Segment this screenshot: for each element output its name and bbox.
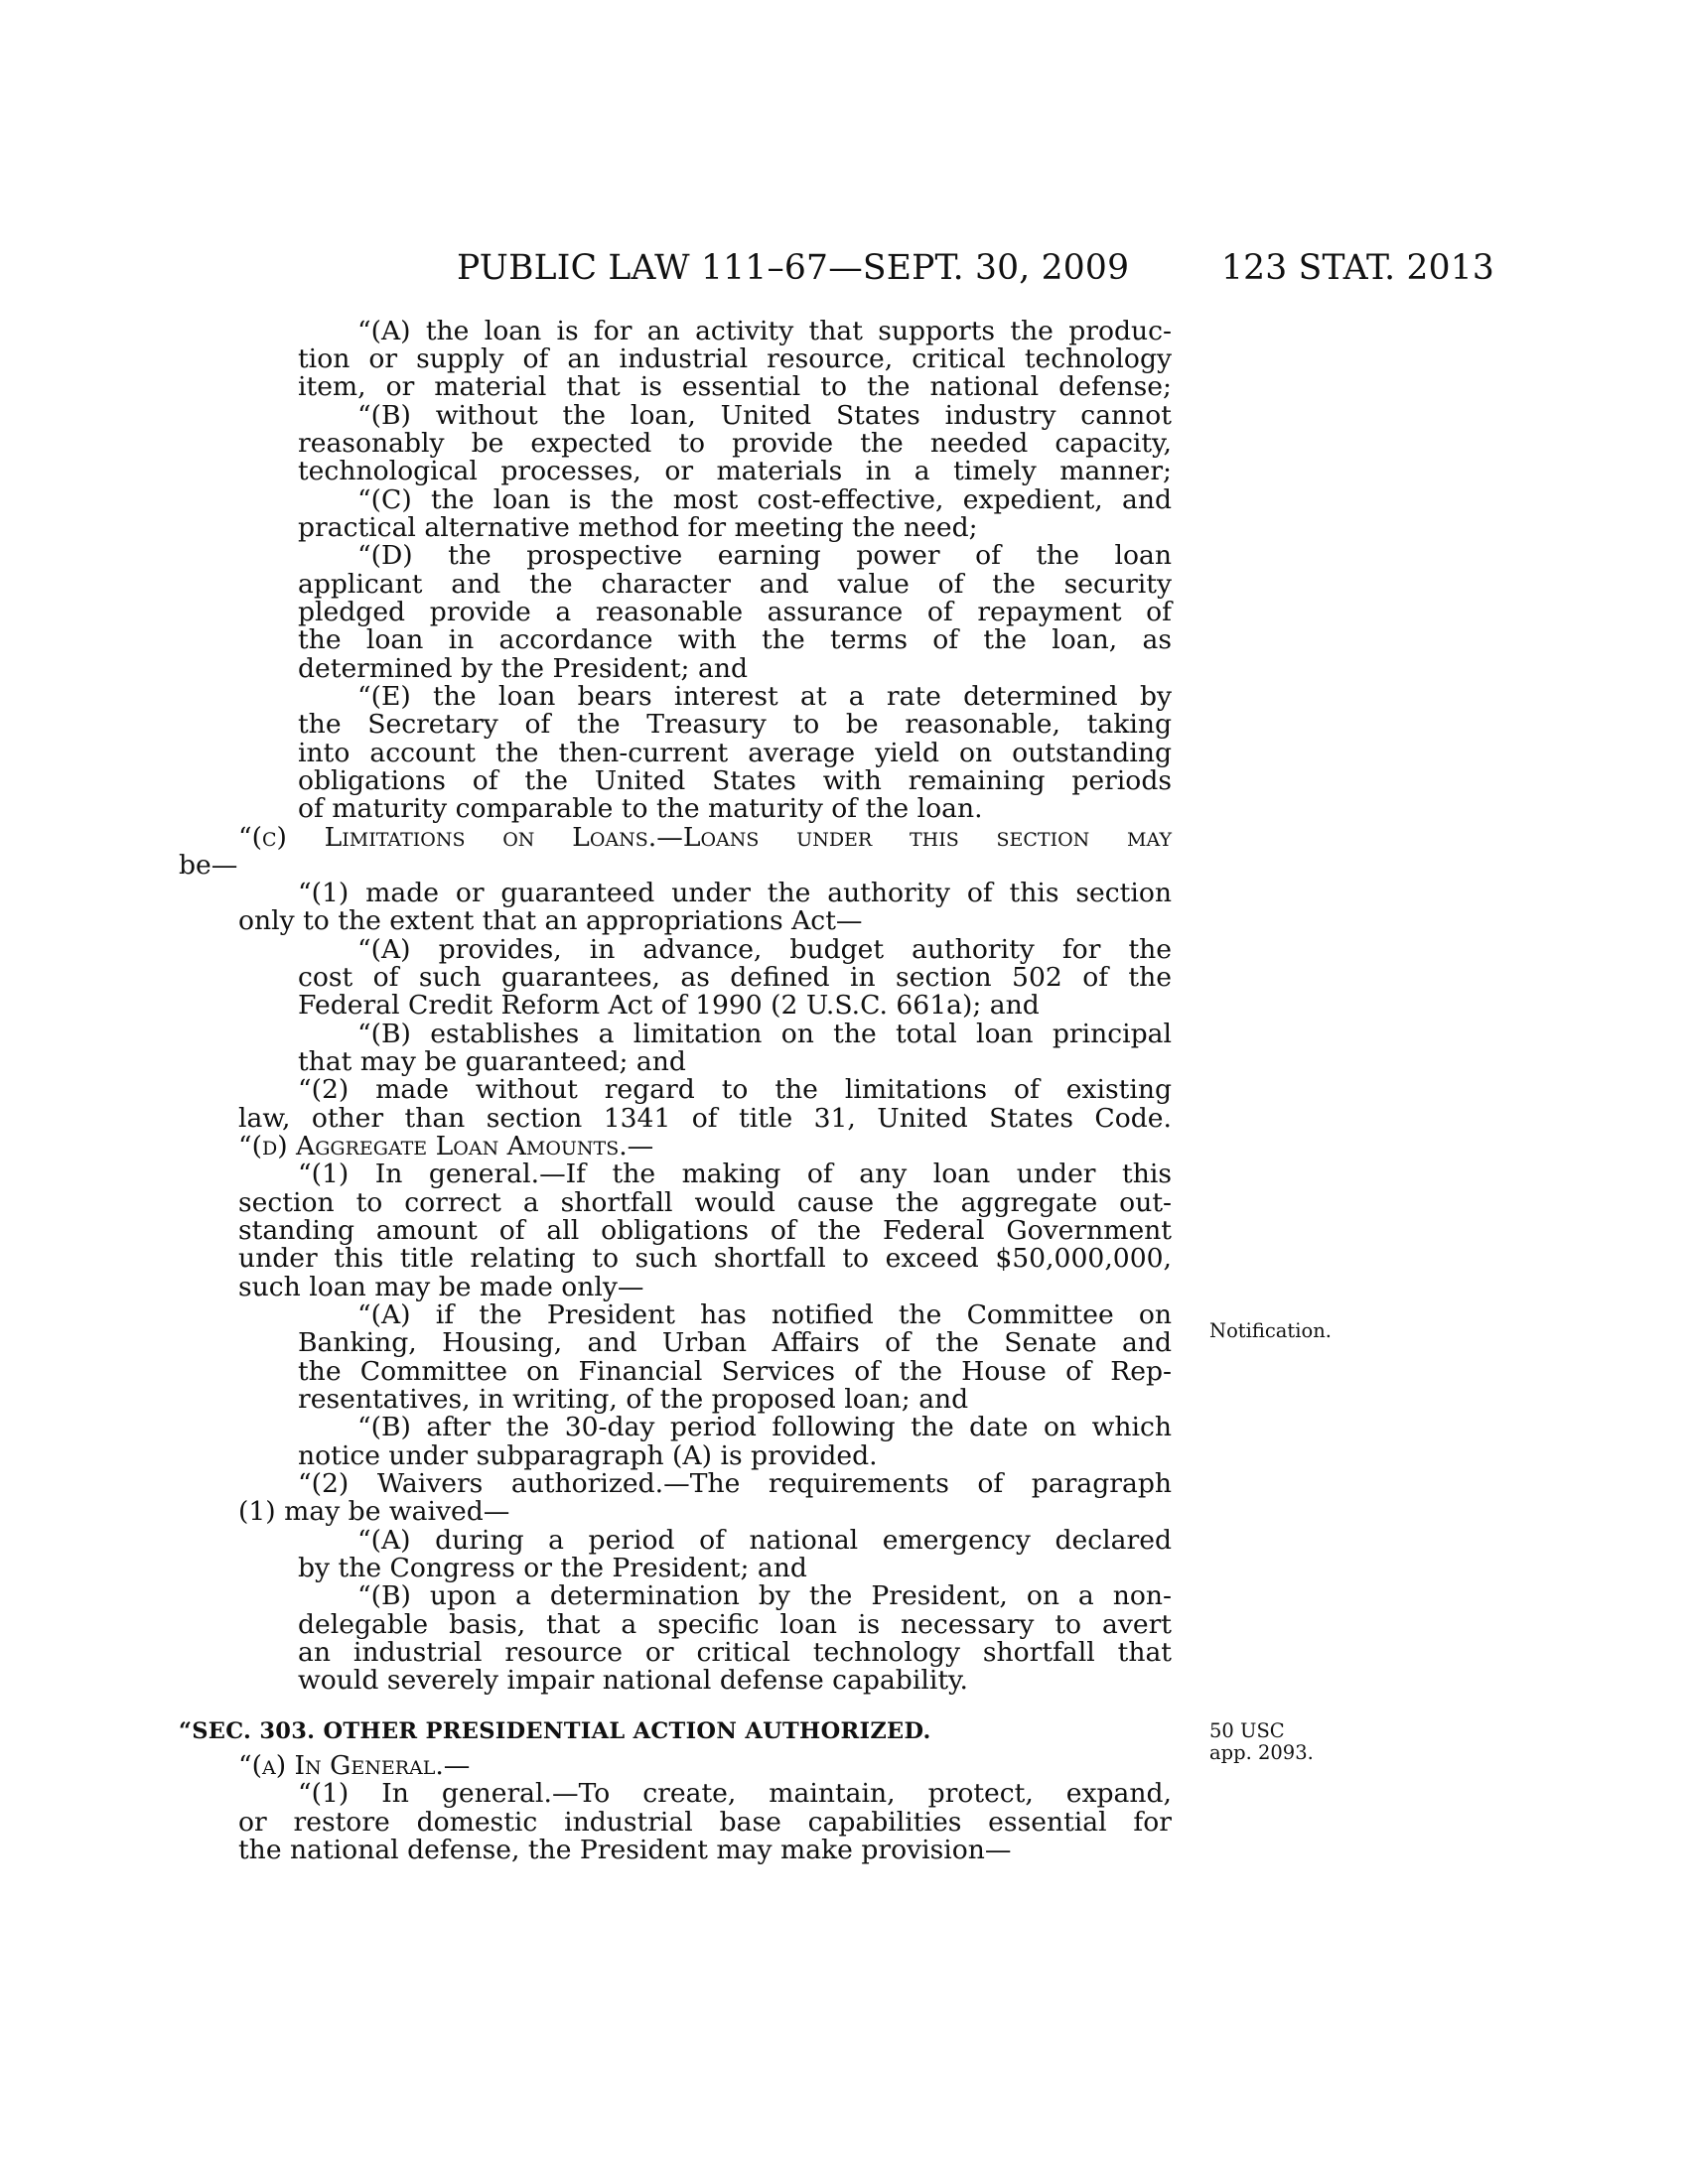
text-line: “(A) provides, in advance, budget authority for the <box>357 934 1172 965</box>
text-line: technological processes, or materials in a timely manner; <box>298 456 1172 486</box>
running-header-title: PUBLIC LAW 111–67—SEPT. 30, 2009 <box>457 248 1130 288</box>
text-line: cost of such guarantees, as defined in section 502 of the <box>298 962 1172 993</box>
text-line: law, other than section 1341 of title 31, United States Code. <box>238 1103 1172 1134</box>
text-line: the Secretary of the Treasury to be reasonable, taking <box>298 709 1172 740</box>
margin-note-usc: 50 USC <box>1209 1719 1285 1742</box>
text-line: an industrial resource or critical technology shortfall that <box>298 1637 1172 1668</box>
text-line: into account the then-current average yield on outstanding <box>298 738 1172 768</box>
text-line: would severely impair national defense capability. <box>298 1665 968 1696</box>
text-line: “(1) In general.—To create, maintain, protect, expand, <box>298 1778 1172 1809</box>
text-line: “(C) the loan is the most cost-effective, expedient, and <box>357 484 1172 515</box>
text-line: practical alternative method for meeting the need; <box>298 512 978 543</box>
text-line: pledged provide a reasonable assurance of repayment of <box>298 597 1172 627</box>
text-line: under this title relating to such shortfall to exceed $50,000,000, <box>238 1243 1172 1274</box>
section-303-heading: “SEC. 303. OTHER PRESIDENTIAL ACTION AUTHORIZED. <box>179 1718 931 1744</box>
text-line: the Committee on Financial Services of the House of Rep- <box>298 1356 1172 1387</box>
running-header-page: 123 STAT. 2013 <box>1221 248 1495 288</box>
text-line: obligations of the United States with remaining periods <box>298 765 1172 796</box>
text-line: applicant and the character and value of the security <box>298 569 1172 600</box>
text-line: “(B) establishes a limitation on the total loan principal <box>357 1019 1172 1049</box>
text-line: tion or supply of an industrial resource, critical technology <box>298 343 1172 374</box>
text-line: “(B) after the 30-day period following the date on which <box>357 1412 1172 1442</box>
text-line: “(A) the loan is for an activity that supports the produc- <box>357 316 1172 346</box>
text-line: (1) may be waived— <box>238 1496 510 1527</box>
subsection-c-heading: “(c) Limitations on Loans.—Loans under this section may <box>238 822 1172 853</box>
text-line: that may be guaranteed; and <box>298 1046 686 1077</box>
subsection-d-heading: “(d) Aggregate Loan Amounts.— <box>238 1131 654 1161</box>
margin-note-notification: Notification. <box>1209 1319 1332 1342</box>
text-line: “(1) In general.—If the making of any loan under this <box>298 1159 1172 1189</box>
text-line: only to the extent that an appropriations Act— <box>238 905 863 936</box>
text-line: “(A) if the President has notified the Committee on <box>357 1299 1172 1330</box>
subsection-a-heading: “(a) In General.— <box>238 1750 471 1781</box>
text-line: notice under subparagraph (A) is provided. <box>298 1440 878 1471</box>
text-line: section to correct a shortfall would cause the aggregate out- <box>238 1187 1172 1218</box>
text-line: such loan may be made only— <box>238 1272 644 1302</box>
text-line: “(B) without the loan, United States industry cannot <box>357 400 1172 431</box>
text-line: the national defense, the President may make provision— <box>238 1835 1012 1865</box>
text-line: standing amount of all obligations of the Federal Government <box>238 1215 1172 1246</box>
text-line: item, or material that is essential to the national defense; <box>298 371 1172 402</box>
text-line: Federal Credit Reform Act of 1990 (2 U.S.C. 661a); and <box>298 990 1040 1021</box>
text-line: be— <box>179 850 238 881</box>
text-line: “(E) the loan bears interest at a rate determined by <box>357 681 1172 712</box>
text-line: “(D) the prospective earning power of the loan <box>357 540 1172 571</box>
text-line: “(2) Waivers authorized.—The requirements of paragraph <box>298 1468 1172 1499</box>
text-line: “(1) made or guaranteed under the authority of this section <box>298 878 1172 908</box>
text-line: resentatives, in writing, of the proposed loan; and <box>298 1384 969 1415</box>
text-line: Banking, Housing, and Urban Affairs of the Senate and <box>298 1327 1172 1358</box>
text-line: reasonably be expected to provide the needed capacity, <box>298 428 1172 459</box>
text-line: delegable basis, that a specific loan is necessary to avert <box>298 1609 1172 1640</box>
text-line: determined by the President; and <box>298 653 748 684</box>
margin-note-usc-app: app. 2093. <box>1209 1741 1314 1764</box>
text-line: “(2) made without regard to the limitations of existing <box>298 1074 1172 1105</box>
text-line: the loan in accordance with the terms of the loan, as <box>298 624 1172 655</box>
text-line: “(A) during a period of national emergency declared <box>357 1525 1172 1556</box>
text-line: “(B) upon a determination by the President, on a non- <box>357 1580 1172 1611</box>
text-line: of maturity comparable to the maturity of the loan. <box>298 793 983 824</box>
text-line: by the Congress or the President; and <box>298 1553 807 1583</box>
text-line: or restore domestic industrial base capabilities essential for <box>238 1807 1172 1838</box>
